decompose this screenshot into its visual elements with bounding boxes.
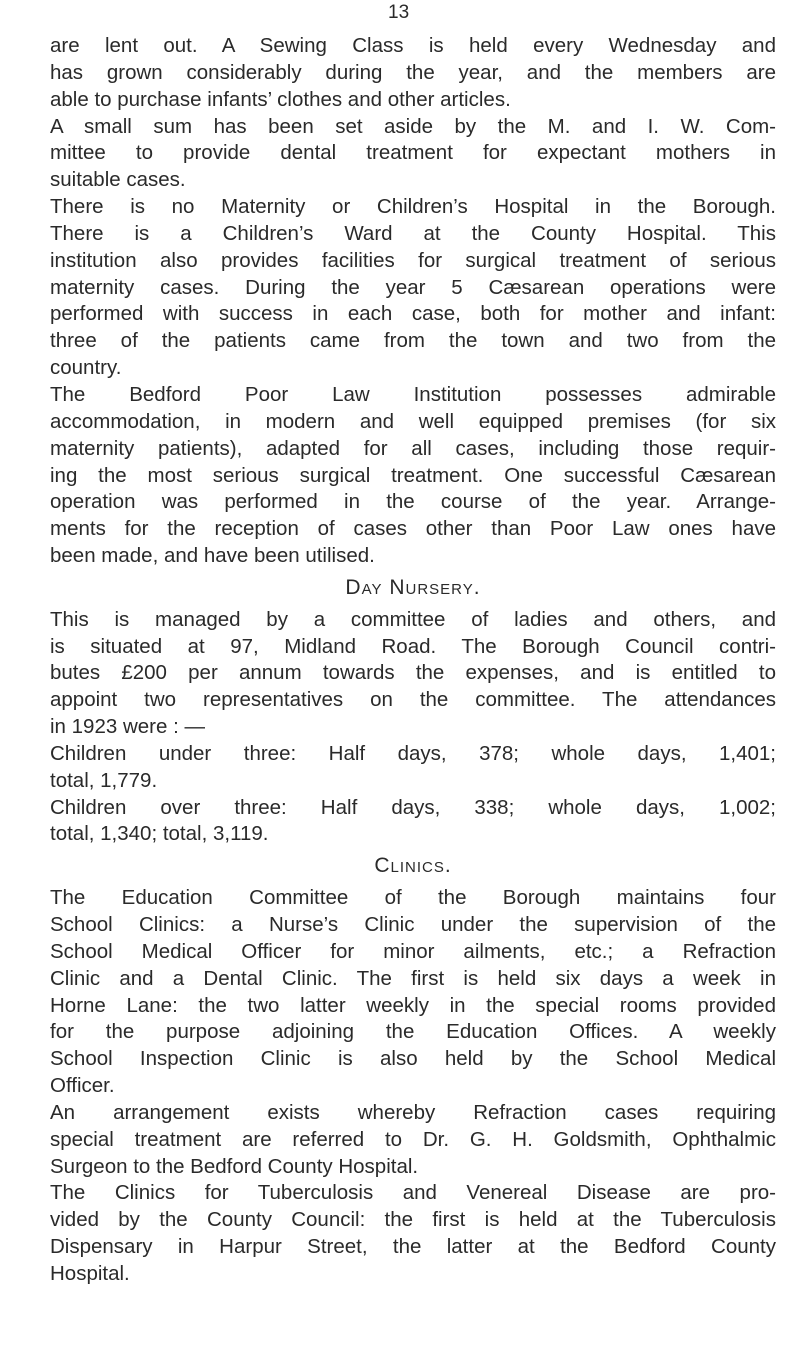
text-line: Horne Lane: the two latter weekly in the special rooms provided xyxy=(50,993,776,1017)
paragraph xyxy=(50,795,776,849)
text-line: total, 1,340; total, 3,119. xyxy=(50,822,269,846)
text-line: vided by the County Council: the first is held at the Tuberculosis xyxy=(50,1208,776,1232)
text-line: School Inspection Clinic is also held by the School Medical xyxy=(50,1047,776,1071)
text-line: institution also provides facilities for surgical treatment of serious xyxy=(50,248,776,272)
paragraph xyxy=(50,1100,776,1181)
text-line: ments for the reception of cases other than Poor Law ones have xyxy=(50,517,776,541)
text-line: The Education Committee of the Borough maintains four xyxy=(50,886,776,910)
text-line: This is managed by a committee of ladies and others, and xyxy=(50,607,776,631)
text-line: Clinic and a Dental Clinic. The first is held six days a week in xyxy=(50,966,776,990)
text-line: has grown considerably during the year, and the members are xyxy=(50,60,776,84)
text-line: Hospital. xyxy=(50,1261,130,1285)
document-body xyxy=(50,33,776,1288)
text-line: appoint two representatives on the committee. The attendances xyxy=(50,688,776,712)
paragraph xyxy=(50,33,776,114)
text-line: suitable cases. xyxy=(50,168,186,192)
paragraph xyxy=(50,607,776,741)
text-line: Officer. xyxy=(50,1074,115,1098)
paragraph xyxy=(50,382,776,570)
text-line: Dispensary in Harpur Street, the latter at the Bedford County xyxy=(50,1235,776,1259)
text-line: School Clinics: a Nurse’s Clinic under the supervision of the xyxy=(50,913,776,936)
section-heading: Clinics. xyxy=(374,854,452,878)
text-line: able to purchase infants’ clothes and other articles. xyxy=(50,87,511,111)
text-line: maternity cases. During the year 5 Cæsarean operations were xyxy=(50,275,776,299)
text-line: are lent out. A Sewing Class is held every Wednesday and xyxy=(50,34,776,57)
section-heading: Day Nursery. xyxy=(345,575,481,599)
text-line: in 1923 were : — xyxy=(50,715,205,739)
text-line: operation was performed in the course of the year. Arrange- xyxy=(50,490,776,514)
text-line: performed with success in each case, both for mother and infant: xyxy=(50,302,776,326)
text-line: There is a Children’s Ward at the County Hospital. This xyxy=(50,221,776,245)
text-line: is situated at 97, Midland Road. The Borough Council contri- xyxy=(50,634,776,658)
text-line: School Medical Officer for minor ailments, etc.; a Refraction xyxy=(50,939,776,963)
text-line: maternity patients), adapted for all cases, including those requir- xyxy=(50,436,776,460)
text-line: There is no Maternity or Children’s Hospital in the Borough. xyxy=(50,195,776,219)
text-line: Children over three: Half days, 338; whole days, 1,002; xyxy=(50,795,776,819)
text-line: country. xyxy=(50,356,122,380)
text-line: An arrangement exists whereby Refraction cases requiring xyxy=(50,1100,776,1124)
text-line: A small sum has been set aside by the M. and I. W. Com- xyxy=(50,114,776,138)
paragraph xyxy=(50,741,776,795)
text-line: accommodation, in modern and well equipped premises (for six xyxy=(50,409,776,433)
text-line: ing the most serious surgical treatment. One successful Cæsarean xyxy=(50,463,776,487)
page-number: 13 xyxy=(388,2,410,23)
text-line: Surgeon to the Bedford County Hospital. xyxy=(50,1154,419,1178)
text-line: been made, and have been utilised. xyxy=(50,544,375,568)
paragraph xyxy=(50,194,776,382)
text-line: The Bedford Poor Law Institution possesses admirable xyxy=(50,382,776,406)
text-line: The Clinics for Tuberculosis and Venereal Disease are pro- xyxy=(50,1181,776,1205)
text-line: for the purpose adjoining the Education Offices. A weekly xyxy=(50,1020,776,1044)
text-line: butes £200 per annum towards the expenses, and is entitled to xyxy=(50,661,776,685)
text-line: special treatment are referred to Dr. G. H. Goldsmith, Ophthalmic xyxy=(50,1127,776,1151)
paragraph xyxy=(50,1180,776,1287)
text-line: Children under three: Half days, 378; whole days, 1,401; xyxy=(50,741,776,765)
text-line: mittee to provide dental treatment for expectant mothers in xyxy=(50,141,776,165)
paragraph xyxy=(50,114,776,195)
paragraph xyxy=(50,885,776,1100)
text-line: three of the patients came from the town and two from the xyxy=(50,329,776,353)
text-line: total, 1,779. xyxy=(50,768,158,792)
